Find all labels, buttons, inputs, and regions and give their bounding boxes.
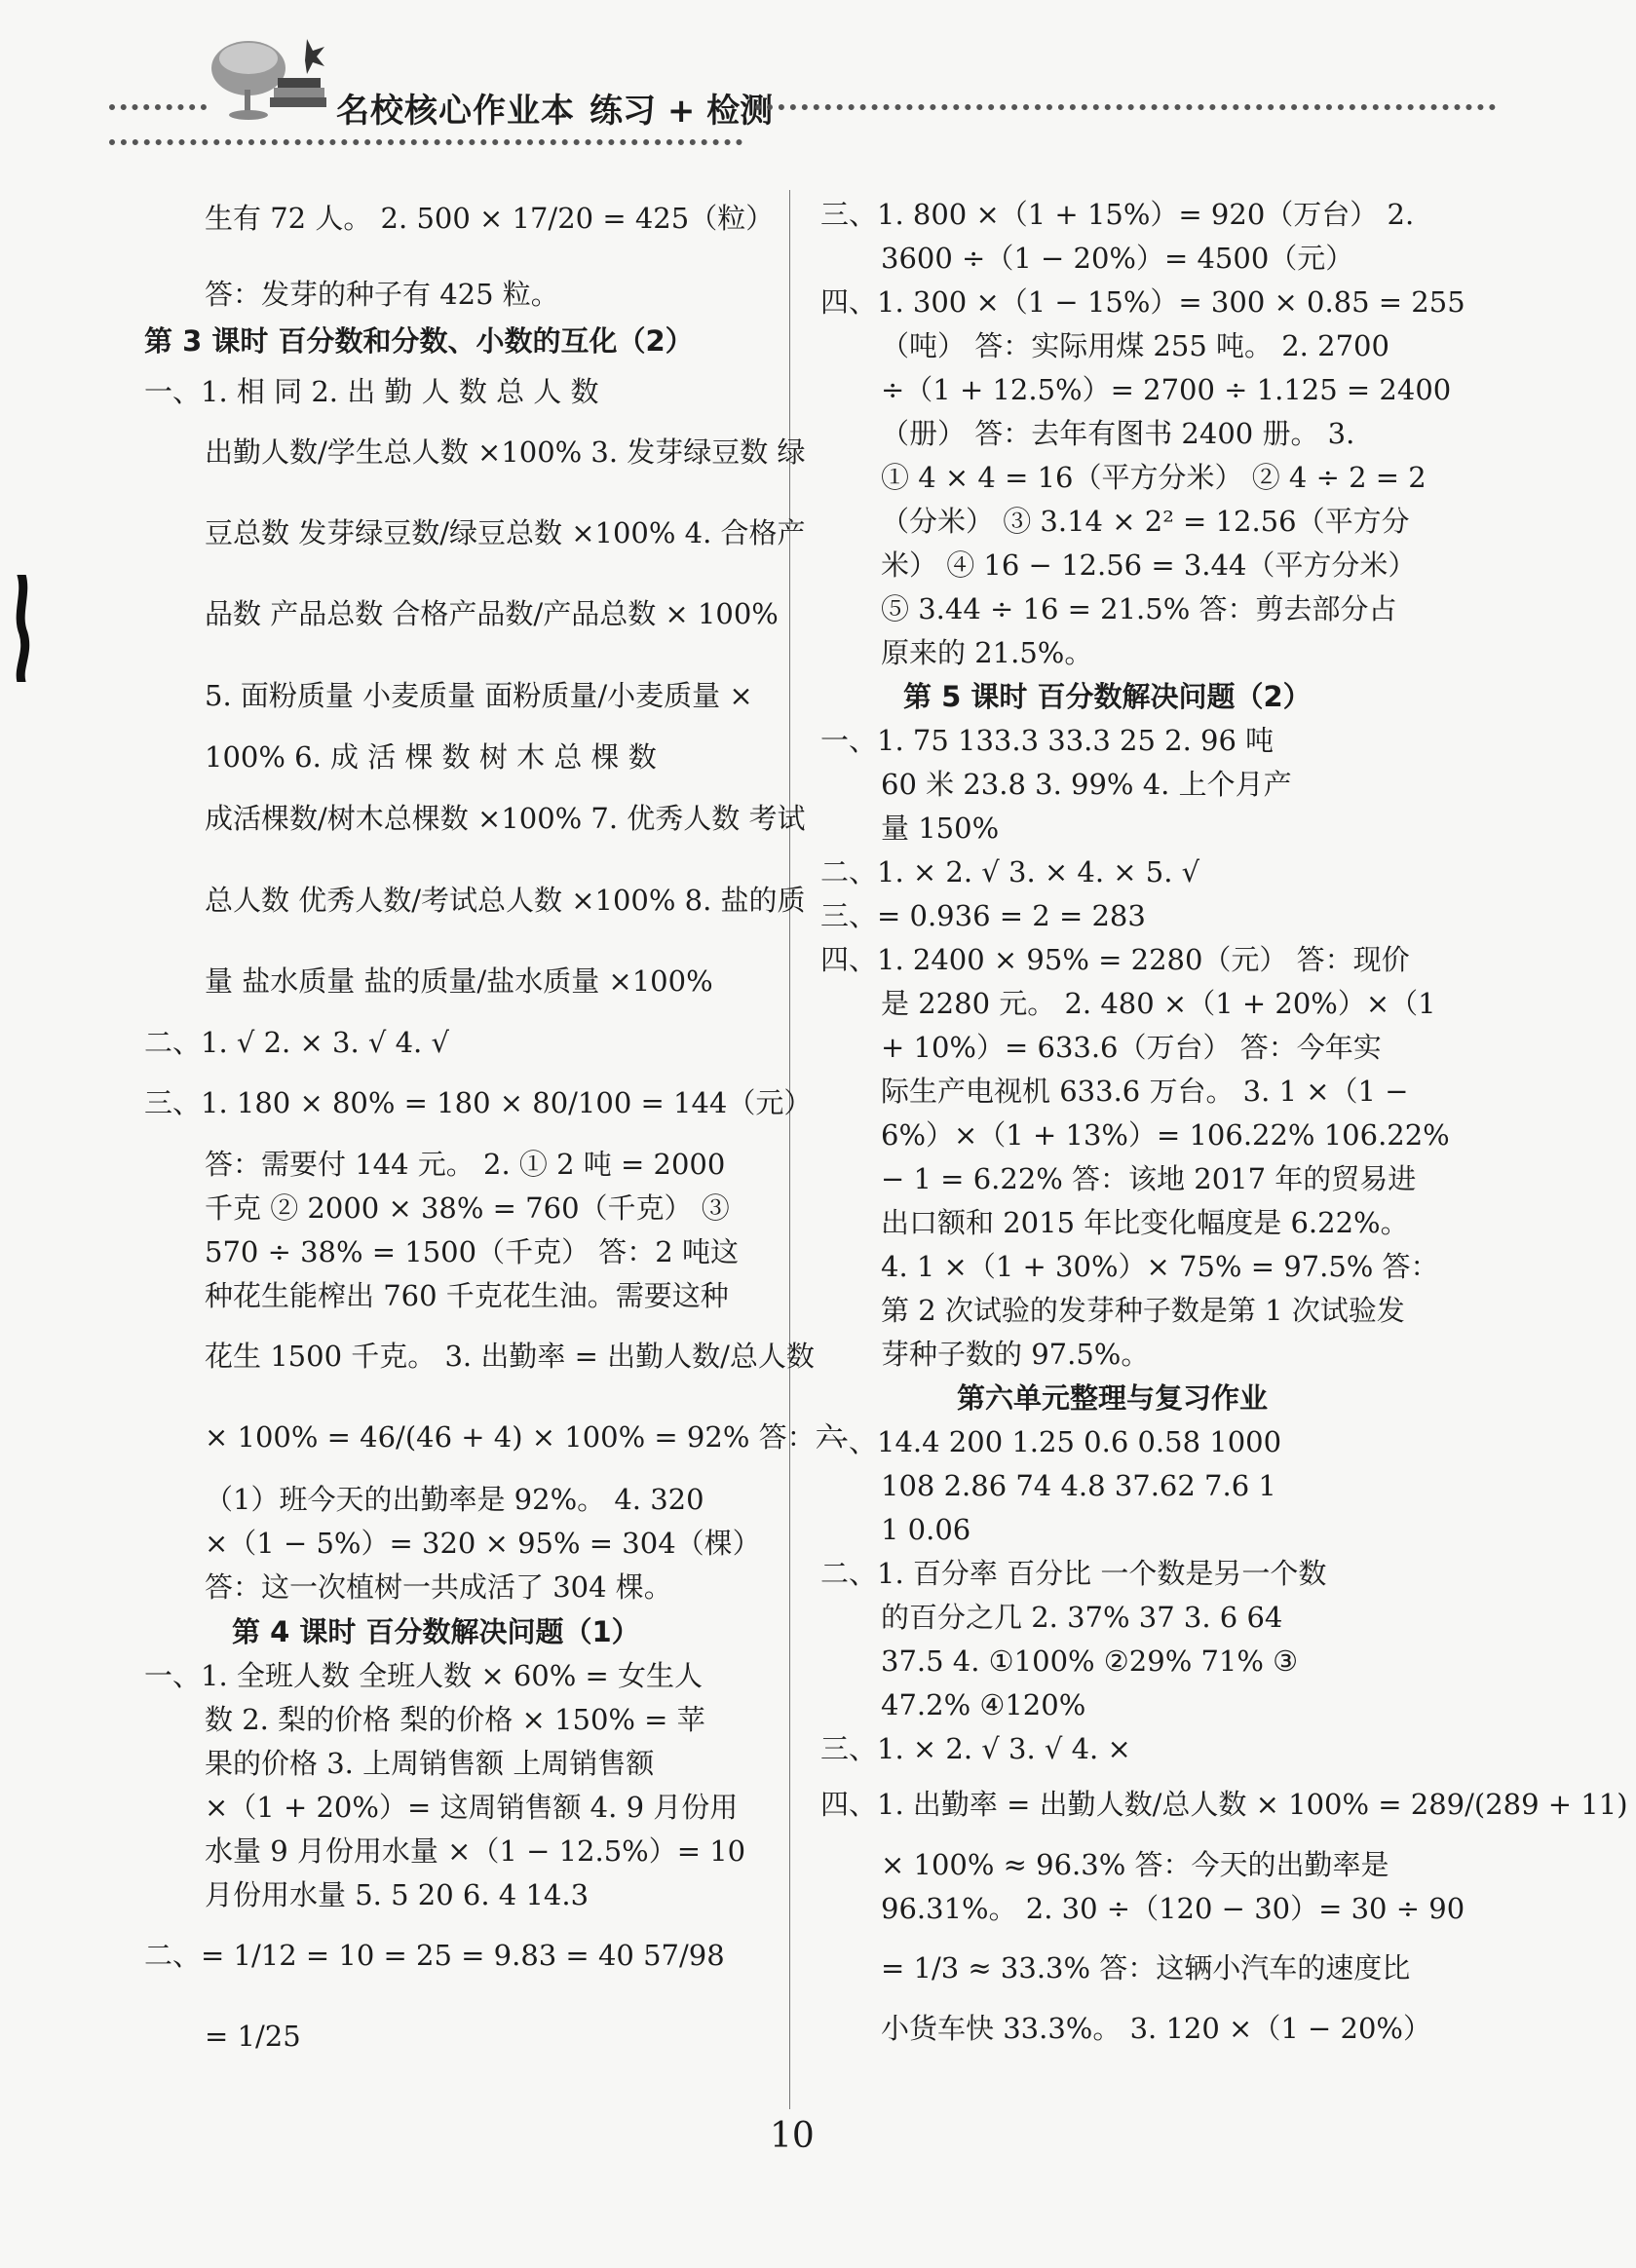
- answer-line: − 1 = 6.22% 答：该地 2017 年的贸易进: [881, 1162, 1417, 1195]
- answer-line: 答：需要付 144 元。 2. ① 2 吨 = 2000: [205, 1148, 726, 1181]
- answer-line: 三、1. 180 × 80% = 180 × 80/100 = 144（元）: [144, 1086, 813, 1119]
- answer-line: 47.2% ④120%: [881, 1688, 1086, 1721]
- answer-line: ×（1 − 5%）= 320 × 95% = 304（棵）: [205, 1527, 761, 1560]
- answer-line: （册） 答：去年有图书 2400 册。 3.: [881, 417, 1355, 450]
- answer-line: 二、= 1/12 = 10 = 25 = 9.83 = 40 57/98: [144, 1939, 725, 1972]
- answer-line: 花生 1500 千克。 3. 出勤率 = 出勤人数/总人数: [205, 1340, 815, 1373]
- answer-line: 是 2280 元。 2. 480 ×（1 + 20%）×（1: [881, 987, 1436, 1020]
- answer-line: ① 4 × 4 = 16（平方分米） ② 4 ÷ 2 = 2: [881, 461, 1427, 494]
- answer-line: 第 2 次试验的发芽种子数是第 1 次试验发: [881, 1294, 1405, 1327]
- answer-line: 5. 面粉质量 小麦质量 面粉质量/小麦质量 ×: [205, 679, 753, 712]
- answer-line: 千克 ② 2000 × 38% = 760（千克） ③: [205, 1191, 730, 1225]
- header-dots-lower: [109, 139, 742, 145]
- answer-line: 水量 9 月份用水量 ×（1 − 12.5%）= 10: [205, 1834, 746, 1868]
- answer-line: （吨） 答：实际用煤 255 吨。 2. 2700: [881, 329, 1389, 362]
- answer-line: （分米） ③ 3.14 × 2² = 12.56（平方分: [881, 505, 1410, 538]
- answer-line: 豆总数 发芽绿豆数/绿豆总数 ×100% 4. 合格产: [205, 516, 806, 549]
- answer-line: 100% 6. 成 活 棵 数 树 木 总 棵 数: [205, 740, 657, 774]
- answer-line: 出口额和 2015 年比变化幅度是 6.22%。: [881, 1206, 1409, 1239]
- section-heading: 第 5 课时 百分数解决问题（2）: [903, 680, 1312, 713]
- answer-line: = 1/25: [205, 2020, 301, 2053]
- answer-line: 60 米 23.8 3. 99% 4. 上个月产: [881, 768, 1292, 801]
- page-header: [0, 0, 1636, 166]
- answer-line: 4. 1 ×（1 + 30%）× 75% = 97.5% 答：: [881, 1250, 1439, 1283]
- answer-line: 三、1. 800 ×（1 + 15%）= 920（万台） 2.: [820, 198, 1415, 231]
- answer-line: × 100% = 46/(46 + 4) × 100% = 92% 答：六: [205, 1420, 844, 1454]
- answer-line: 米） ④ 16 − 12.56 = 3.44（平方分米）: [881, 548, 1417, 582]
- answer-line: × 100% ≈ 96.3% 答：今天的出勤率是: [881, 1848, 1389, 1881]
- column-divider: [789, 190, 790, 2109]
- answer-line: 原来的 21.5%。: [881, 636, 1093, 669]
- answer-line: 生有 72 人。 2. 500 × 17/20 = 425（粒）: [205, 202, 775, 235]
- answer-line: 三、= 0.936 = 2 = 283: [820, 899, 1146, 932]
- answer-line: 二、1. × 2. √ 3. × 4. × 5. √: [820, 855, 1200, 888]
- answer-line: 四、1. 出勤率 = 出勤人数/总人数 × 100% = 289/(289 + 11): [820, 1788, 1628, 1821]
- page-number: 10: [770, 2116, 815, 2156]
- answer-line: 四、1. 300 ×（1 − 15%）= 300 × 0.85 = 255: [820, 285, 1465, 319]
- answer-line: 1 0.06: [881, 1513, 971, 1546]
- answer-line: 出勤人数/学生总人数 ×100% 3. 发芽绿豆数 绿: [205, 435, 806, 469]
- section-heading: 第六单元整理与复习作业: [957, 1381, 1269, 1415]
- answer-line: 总人数 优秀人数/考试总人数 ×100% 8. 盐的质: [205, 884, 806, 917]
- answer-line: （1）班今天的出勤率是 92%。 4. 320: [205, 1483, 704, 1516]
- answer-line: + 10%）= 633.6（万台） 答：今年实: [881, 1031, 1382, 1064]
- answer-line: ÷（1 + 12.5%）= 2700 ÷ 1.125 = 2400: [881, 373, 1452, 406]
- scan-mark-icon: [12, 575, 33, 682]
- answer-line: 月份用水量 5. 5 20 6. 4 14.3: [205, 1878, 590, 1911]
- answer-line: 成活棵数/树木总棵数 ×100% 7. 优秀人数 考试: [205, 802, 806, 835]
- answer-line: 三、1. × 2. √ 3. √ 4. ×: [820, 1732, 1131, 1765]
- answer-line: 答：发芽的种子有 425 粒。: [205, 278, 559, 311]
- answer-line: 芽种子数的 97.5%。: [881, 1338, 1150, 1371]
- answer-line: 37.5 4. ①100% ②29% 71% ③: [881, 1644, 1299, 1678]
- answer-line: 一、1. 全班人数 全班人数 × 60% = 女生人: [144, 1659, 704, 1692]
- header-title: 名校核心作业本: [336, 92, 575, 131]
- header-dots-left: [109, 104, 207, 110]
- answer-line: 二、1. √ 2. × 3. √ 4. √: [144, 1026, 449, 1059]
- answer-line: = 1/3 ≈ 33.3% 答：这辆小汽车的速度比: [881, 1951, 1411, 1984]
- lamp-books-logo-icon: [200, 29, 336, 127]
- answer-line: 量 150%: [881, 812, 1000, 845]
- answer-line: 答：这一次植树一共成活了 304 棵。: [205, 1570, 672, 1604]
- answer-line: 际生产电视机 633.6 万台。 3. 1 ×（1 −: [881, 1075, 1409, 1108]
- answer-line: 数 2. 梨的价格 梨的价格 × 150% = 苹: [205, 1703, 705, 1736]
- answer-line: 果的价格 3. 上周销售额 上周销售额: [205, 1747, 655, 1780]
- answer-line: 的百分之几 2. 37% 37 3. 6 64: [881, 1601, 1283, 1634]
- answer-line: 一、1. 相 同 2. 出 勤 人 数 总 人 数: [144, 375, 599, 408]
- answer-line: 种花生能榨出 760 千克花生油。需要这种: [205, 1279, 729, 1312]
- answer-line: 6%）×（1 + 13%）= 106.22% 106.22%: [881, 1118, 1450, 1152]
- answer-line: 量 盐水质量 盐的质量/盐水质量 ×100%: [205, 964, 713, 998]
- answer-line: 570 ÷ 38% = 1500（千克） 答：2 吨这: [205, 1235, 739, 1268]
- answer-line: 3600 ÷（1 − 20%）= 4500（元）: [881, 242, 1354, 275]
- answer-line: 一、1. 75 133.3 33.3 25 2. 96 吨: [820, 724, 1275, 757]
- answer-line: 四、1. 2400 × 95% = 2280（元） 答：现价: [820, 943, 1410, 976]
- answer-line: 一、14.4 200 1.25 0.6 0.58 1000: [820, 1425, 1282, 1458]
- section-heading: 第 4 课时 百分数解决问题（1）: [232, 1615, 640, 1648]
- answer-line: ⑤ 3.44 ÷ 16 = 21.5% 答：剪去部分占: [881, 592, 1397, 625]
- answer-line: 品数 产品总数 合格产品数/产品总数 × 100%: [205, 597, 779, 630]
- answer-line: 96.31%。 2. 30 ÷（120 − 30）= 30 ÷ 90: [881, 1892, 1465, 1925]
- header-dots-right: [755, 104, 1496, 110]
- header-subtitle: 练习 + 检测: [590, 92, 774, 131]
- answer-line: 二、1. 百分率 百分比 一个数是另一个数: [820, 1557, 1327, 1590]
- answer-line: 108 2.86 74 4.8 37.62 7.6 1: [881, 1469, 1276, 1502]
- section-heading: 第 3 课时 百分数和分数、小数的互化（2）: [144, 324, 694, 358]
- answer-line: ×（1 + 20%）= 这周销售额 4. 9 月份用: [205, 1791, 739, 1824]
- answer-line: 小货车快 33.3%。 3. 120 ×（1 − 20%）: [881, 2012, 1431, 2045]
